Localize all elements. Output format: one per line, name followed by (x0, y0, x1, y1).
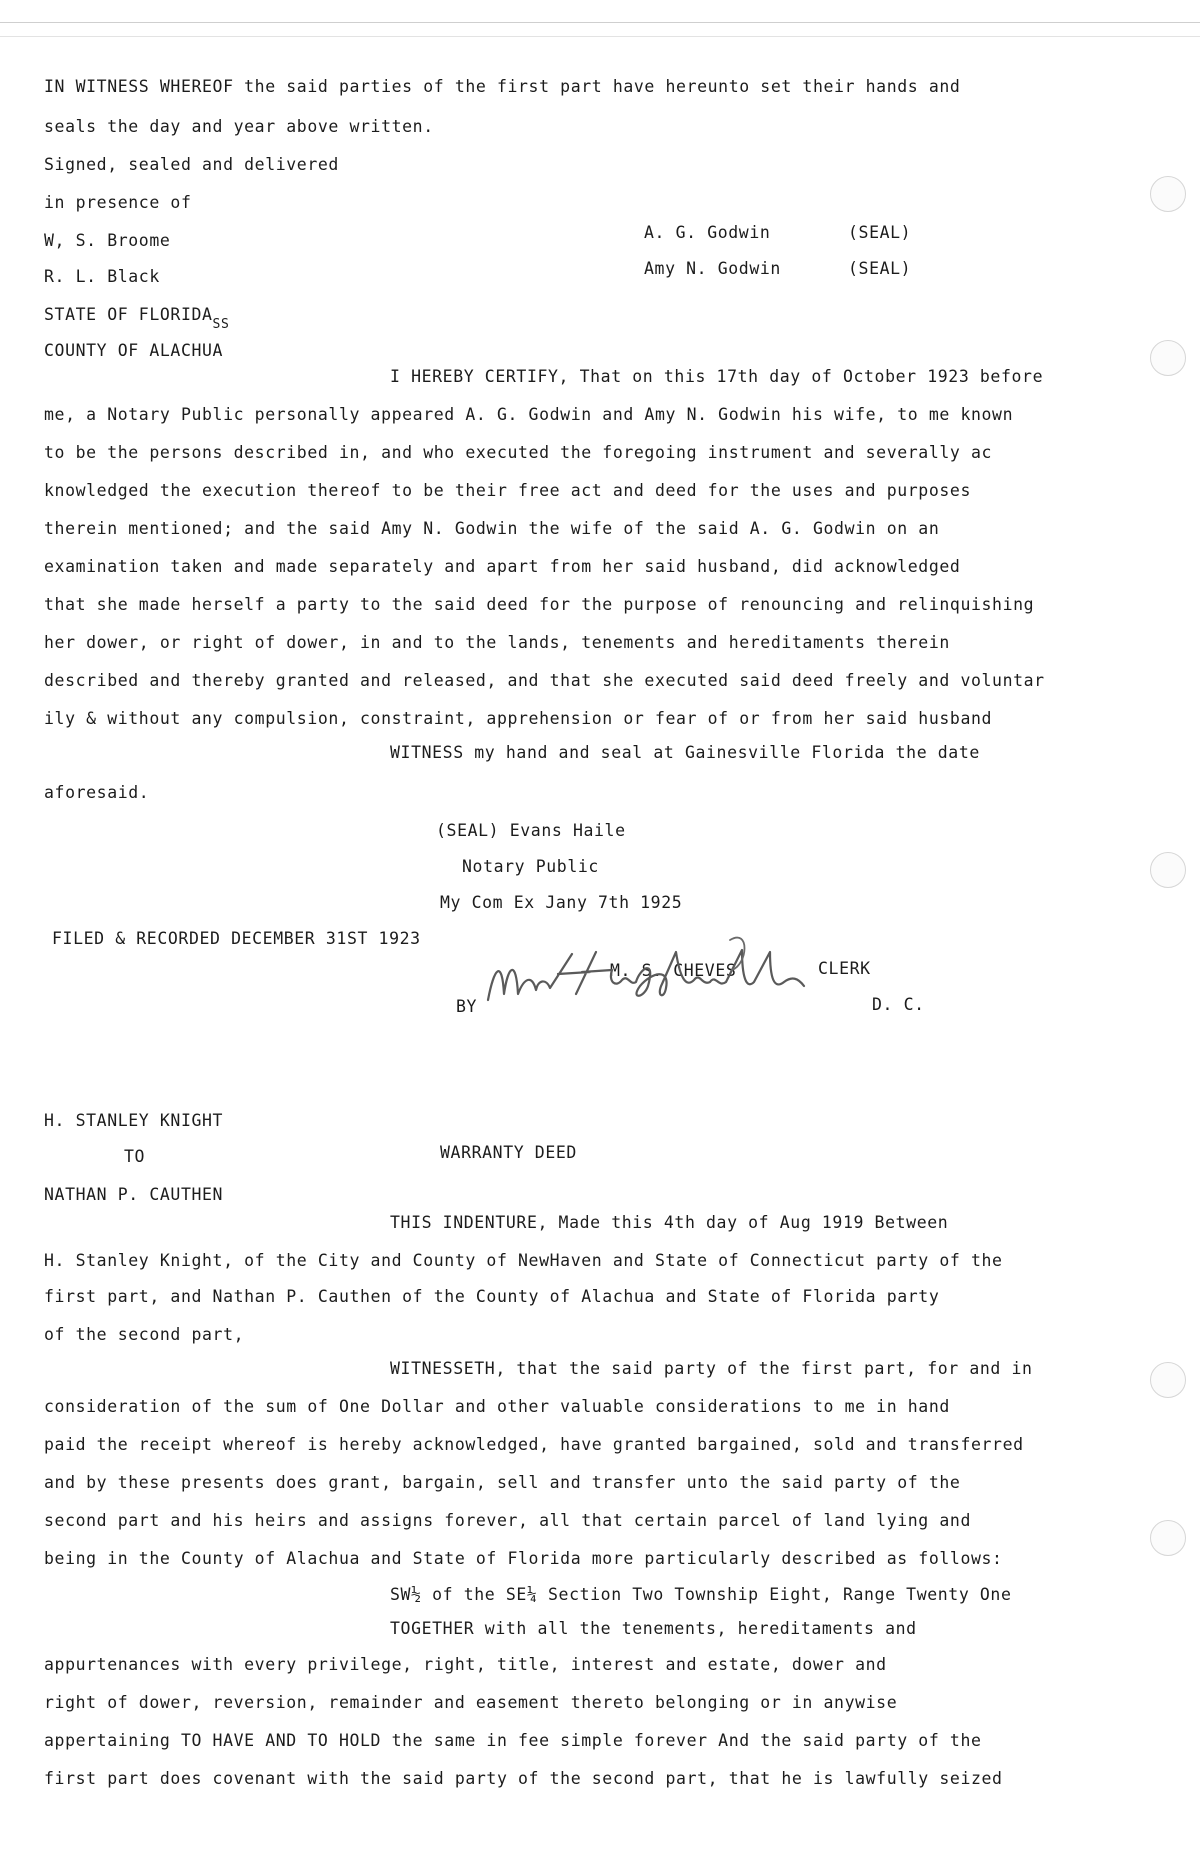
grantor-name-2: Amy N. Godwin (644, 259, 781, 278)
deed-body-line-15: appertaining TO HAVE AND TO HOLD the same in fee simple forever And the said party of the (44, 1731, 982, 1750)
deed-body-line-2: H. Stanley Knight, of the City and County of NewHaven and State of Connecticut party of the (44, 1251, 1003, 1270)
clerk-name: M. S. CHEVES (610, 961, 737, 980)
grantor-name-1: A. G. Godwin (644, 223, 771, 242)
certificate-line-5: therein mentioned; and the said Amy N. Godwin the wife of the said A. G. Godwin on an (44, 519, 940, 538)
witness-clause-line-1: IN WITNESS WHEREOF the said parties of the first part have hereunto set their hands and (44, 77, 961, 96)
deed-body-line-6: consideration of the sum of One Dollar and other valuable considerations to me in hand (44, 1397, 950, 1416)
clerk-title: CLERK (818, 959, 871, 978)
page-top-rule (0, 22, 1200, 23)
deed-body-line-10: being in the County of Alachua and State of Florida more particularly described as follows: (44, 1549, 1003, 1568)
deed-body-line-4: of the second part, (44, 1325, 245, 1344)
witness-name-1: W, S. Broome (44, 231, 171, 250)
binder-hole (1150, 176, 1186, 212)
deed-body-line-3: first part, and Nathan P. Cauthen of the County of Alachua and State of Florida party (44, 1287, 940, 1306)
binder-hole (1150, 1520, 1186, 1556)
page-top-rule-2 (0, 36, 1200, 37)
deed-body-line-8: and by these presents does grant, bargain, sell and transfer unto the said party of the (44, 1473, 961, 1492)
seal-label-1: (SEAL) (848, 223, 912, 242)
deed-body-line-13: appurtenances with every privilege, right, title, interest and estate, dower and (44, 1655, 887, 1674)
state-name: STATE OF FLORIDA (44, 305, 213, 324)
certificate-line-10: ily & without any compulsion, constraint, apprehension or fear of or from her said husband (44, 709, 993, 728)
signed-line-1: Signed, sealed and delivered (44, 155, 339, 174)
deed-body-line-11: SW½ of the SE¼ Section Two Township Eight, Range Twenty One (390, 1585, 1012, 1604)
notary-commission: My Com Ex Jany 7th 1925 (440, 893, 683, 912)
signed-line-2: in presence of (44, 193, 192, 212)
certificate-line-4: knowledged the execution thereof to be their free act and deed for the uses and purposes (44, 481, 971, 500)
certificate-line-7: that she made herself a party to the said deed for the purpose of renouncing and relinquishing (44, 595, 1035, 614)
certificate-line-8: her dower, or right of dower, in and to the lands, tenements and hereditaments therein (44, 633, 950, 652)
county-caption: COUNTY OF ALACHUA (44, 341, 224, 360)
certificate-line-1: I HEREBY CERTIFY, That on this 17th day of October 1923 before (390, 367, 1044, 386)
seal-label-2: (SEAL) (848, 259, 912, 278)
to-caption: TO (124, 1147, 146, 1166)
deed-body-line-14: right of dower, reversion, remainder and easement thereto belonging or in anywise (44, 1693, 898, 1712)
binder-hole (1150, 1362, 1186, 1398)
notary-name: (SEAL) Evans Haile (436, 821, 626, 840)
ss-mark: SS (212, 317, 230, 332)
filed-recorded-line: FILED & RECORDED DECEMBER 31ST 1923 (52, 929, 421, 948)
certificate-line-3: to be the persons described in, and who executed the foregoing instrument and severally ac (44, 443, 993, 462)
deed-body-line-7: paid the receipt whereof is hereby acknowledged, have granted bargained, sold and transferred (44, 1435, 1024, 1454)
witness-clause-line-2: seals the day and year above written. (44, 117, 434, 136)
deed-body-line-5: WITNESSETH, that the said party of the first part, for and in (390, 1359, 1033, 1378)
deed-type-caption: WARRANTY DEED (440, 1143, 577, 1162)
notary-title: Notary Public (462, 857, 599, 876)
binder-hole (1150, 340, 1186, 376)
by-label: BY (456, 997, 478, 1016)
certificate-line-6: examination taken and made separately and apart from her said husband, did acknowledged (44, 557, 961, 576)
binder-hole (1150, 852, 1186, 888)
certificate-line-9: described and thereby granted and released, and that she executed said deed freely and voluntar (44, 671, 1045, 690)
deed-body-line-9: second part and his heirs and assigns forever, all that certain parcel of land lying and (44, 1511, 971, 1530)
grantor-caption: H. STANLEY KNIGHT (44, 1111, 224, 1130)
grantee-caption: NATHAN P. CAUTHEN (44, 1185, 224, 1204)
state-caption (44, 304, 230, 332)
deed-body-line-1: THIS INDENTURE, Made this 4th day of Aug 1919 Between (390, 1213, 949, 1232)
aforesaid-line: aforesaid. (44, 783, 150, 802)
witness-name-2: R. L. Black (44, 267, 160, 286)
deputy-clerk-label: D. C. (872, 995, 925, 1014)
deed-body-line-16: first part does covenant with the said party of the second part, that he is lawfully seized (44, 1769, 1003, 1788)
certificate-line-2: me, a Notary Public personally appeared A. G. Godwin and Amy N. Godwin his wife, to me known (44, 405, 1014, 424)
handwritten-signature (480, 928, 820, 1028)
deed-body-line-12: TOGETHER with all the tenements, hereditaments and (390, 1619, 917, 1638)
witness-hand-line: WITNESS my hand and seal at Gainesville Florida the date (390, 743, 980, 762)
